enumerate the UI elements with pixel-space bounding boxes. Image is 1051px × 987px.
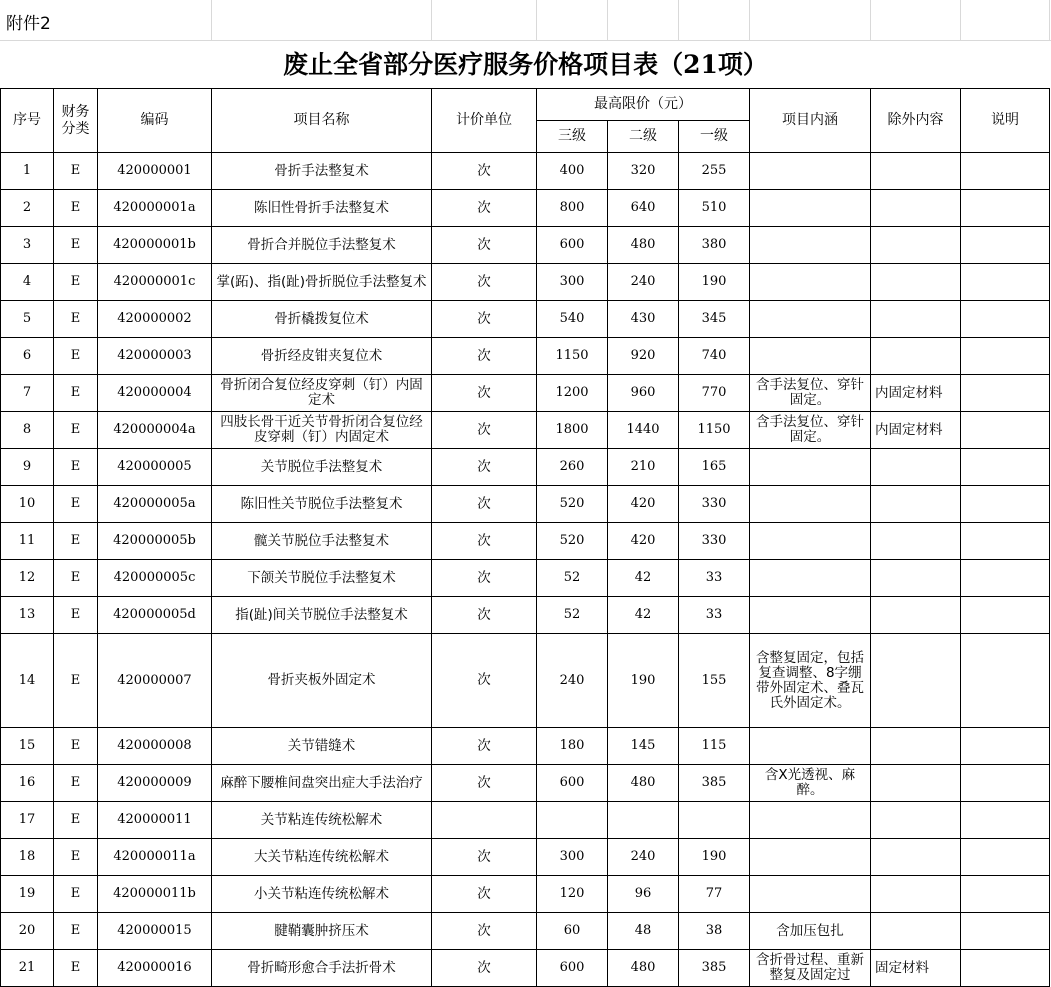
cell-price-level3: 520 [537, 486, 608, 523]
cell-note [961, 913, 1050, 950]
cell-code: 420000005d [98, 597, 212, 634]
cell-code: 420000005c [98, 560, 212, 597]
cell-unit: 次 [432, 523, 537, 560]
table-row [1, 338, 1050, 375]
header-content: 项目内涵 [750, 89, 871, 153]
cell-note [961, 227, 1050, 264]
cell-price-level2: 640 [608, 190, 679, 227]
cell-unit: 次 [432, 190, 537, 227]
cell-note [961, 449, 1050, 486]
cell-price-level3 [537, 802, 608, 839]
cell-excluded [871, 913, 961, 950]
cell-price-level2: 1440 [608, 412, 679, 449]
cell-content: 含手法复位、穿针固定。 [750, 412, 871, 449]
cell-category: E [54, 597, 98, 634]
cell-content [750, 301, 871, 338]
cell-unit: 次 [432, 560, 537, 597]
header-level1: 一级 [679, 121, 750, 153]
cell-name: 指(趾)间关节脱位手法整复术 [212, 597, 432, 634]
cell-category: E [54, 876, 98, 913]
cell-price-level1: 385 [679, 950, 750, 987]
cell-code: 420000001c [98, 264, 212, 301]
cell-category: E [54, 412, 98, 449]
cell-name: 陈旧性骨折手法整复术 [212, 190, 432, 227]
cell-excluded [871, 264, 961, 301]
cell-unit: 次 [432, 765, 537, 802]
cell-unit: 次 [432, 153, 537, 190]
cell-category: E [54, 802, 98, 839]
header-max-price: 最高限价（元） [537, 89, 750, 121]
cell-seq: 6 [1, 338, 54, 375]
cell-price-level2: 240 [608, 264, 679, 301]
cell-code: 420000002 [98, 301, 212, 338]
cell-category: E [54, 338, 98, 375]
header-name: 项目名称 [212, 89, 432, 153]
cell-content: 含折骨过程、重新整复及固定过 [750, 950, 871, 987]
header-unit: 计价单位 [432, 89, 537, 153]
cell-note [961, 634, 1050, 728]
cell-price-level1: 330 [679, 523, 750, 560]
cell-name: 大关节粘连传统松解术 [212, 839, 432, 876]
cell-price-level2: 240 [608, 839, 679, 876]
table-row [1, 264, 1050, 301]
cell-excluded [871, 449, 961, 486]
cell-name: 骨折畸形愈合手法折骨术 [212, 950, 432, 987]
cell-price-level2: 48 [608, 913, 679, 950]
cell-price-level3: 520 [537, 523, 608, 560]
cell-price-level1: 510 [679, 190, 750, 227]
top-line [0, 0, 1051, 40]
cell-price-level1: 740 [679, 338, 750, 375]
header-level2: 二级 [608, 121, 679, 153]
cell-seq: 15 [1, 728, 54, 765]
cell-unit: 次 [432, 913, 537, 950]
cell-name: 麻醉下腰椎间盘突出症大手法治疗 [212, 765, 432, 802]
cell-price-level3: 1150 [537, 338, 608, 375]
table-row [1, 597, 1050, 634]
cell-code: 420000004 [98, 375, 212, 412]
cell-note [961, 523, 1050, 560]
cell-price-level2: 480 [608, 227, 679, 264]
cell-price-level2: 42 [608, 560, 679, 597]
cell-unit: 次 [432, 486, 537, 523]
cell-name: 骨折夹板外固定术 [212, 634, 432, 728]
cell-name: 骨折手法整复术 [212, 153, 432, 190]
cell-code: 420000008 [98, 728, 212, 765]
cell-price-level1: 385 [679, 765, 750, 802]
cell-category: E [54, 375, 98, 412]
cell-code: 420000005a [98, 486, 212, 523]
cell-price-level3: 60 [537, 913, 608, 950]
table-row [1, 190, 1050, 227]
cell-seq: 18 [1, 839, 54, 876]
cell-category: E [54, 728, 98, 765]
cell-content [750, 876, 871, 913]
cell-price-level3: 300 [537, 264, 608, 301]
cell-seq: 20 [1, 913, 54, 950]
cell-category: E [54, 950, 98, 987]
cell-note [961, 153, 1050, 190]
table-row [1, 839, 1050, 876]
cell-code: 420000009 [98, 765, 212, 802]
table-row [1, 523, 1050, 560]
cell-code: 420000003 [98, 338, 212, 375]
cell-excluded [871, 486, 961, 523]
price-table [0, 88, 1050, 987]
cell-code: 420000015 [98, 913, 212, 950]
cell-note [961, 412, 1050, 449]
cell-excluded [871, 634, 961, 728]
cell-price-level3: 300 [537, 839, 608, 876]
cell-price-level2: 320 [608, 153, 679, 190]
cell-price-level2: 96 [608, 876, 679, 913]
cell-unit: 次 [432, 412, 537, 449]
cell-excluded [871, 190, 961, 227]
cell-seq: 11 [1, 523, 54, 560]
cell-note [961, 338, 1050, 375]
cell-name: 掌(跖)、指(趾)骨折脱位手法整复术 [212, 264, 432, 301]
cell-unit: 次 [432, 634, 537, 728]
cell-price-level3: 600 [537, 765, 608, 802]
cell-category: E [54, 560, 98, 597]
cell-price-level1: 33 [679, 560, 750, 597]
cell-price-level2 [608, 802, 679, 839]
cell-excluded [871, 153, 961, 190]
cell-excluded [871, 301, 961, 338]
cell-price-level3: 52 [537, 560, 608, 597]
cell-name: 骨折合并脱位手法整复术 [212, 227, 432, 264]
cell-price-level3: 600 [537, 950, 608, 987]
cell-category: E [54, 264, 98, 301]
cell-seq: 8 [1, 412, 54, 449]
cell-seq: 7 [1, 375, 54, 412]
cell-category: E [54, 913, 98, 950]
header-category: 财务分类 [54, 89, 98, 153]
cell-content [750, 338, 871, 375]
cell-content [750, 264, 871, 301]
cell-content [750, 449, 871, 486]
cell-excluded [871, 765, 961, 802]
table-body [1, 153, 1050, 987]
cell-excluded [871, 523, 961, 560]
cell-excluded: 固定材料 [871, 950, 961, 987]
cell-price-level2: 420 [608, 486, 679, 523]
cell-note [961, 597, 1050, 634]
cell-code: 420000004a [98, 412, 212, 449]
cell-excluded [871, 597, 961, 634]
cell-category: E [54, 153, 98, 190]
cell-content [750, 523, 871, 560]
cell-price-level1: 190 [679, 264, 750, 301]
cell-category: E [54, 486, 98, 523]
cell-name: 小关节粘连传统松解术 [212, 876, 432, 913]
cell-name: 骨折橇拨复位术 [212, 301, 432, 338]
cell-price-level2: 210 [608, 449, 679, 486]
cell-code: 420000001a [98, 190, 212, 227]
document-title: 废止全省部分医疗服务价格项目表（21项） [0, 40, 1051, 89]
cell-price-level3: 180 [537, 728, 608, 765]
cell-price-level3: 600 [537, 227, 608, 264]
cell-code: 420000001b [98, 227, 212, 264]
table-row [1, 412, 1050, 449]
cell-seq: 17 [1, 802, 54, 839]
cell-code: 420000011b [98, 876, 212, 913]
cell-seq: 3 [1, 227, 54, 264]
cell-code: 420000001 [98, 153, 212, 190]
cell-category: E [54, 634, 98, 728]
cell-seq: 14 [1, 634, 54, 728]
cell-note [961, 728, 1050, 765]
table-row [1, 913, 1050, 950]
cell-code: 420000016 [98, 950, 212, 987]
cell-price-level3: 52 [537, 597, 608, 634]
cell-price-level1: 155 [679, 634, 750, 728]
cell-name: 陈旧性关节脱位手法整复术 [212, 486, 432, 523]
cell-price-level3: 240 [537, 634, 608, 728]
cell-note [961, 765, 1050, 802]
cell-excluded: 内固定材料 [871, 412, 961, 449]
cell-price-level3: 800 [537, 190, 608, 227]
table-row [1, 560, 1050, 597]
cell-name: 骨折经皮钳夹复位术 [212, 338, 432, 375]
cell-price-level1: 770 [679, 375, 750, 412]
table-row [1, 728, 1050, 765]
table-row [1, 634, 1050, 728]
table-row [1, 153, 1050, 190]
cell-price-level1: 165 [679, 449, 750, 486]
table-row [1, 449, 1050, 486]
attachment-label: 附件2 [6, 14, 51, 34]
cell-seq: 21 [1, 950, 54, 987]
cell-unit: 次 [432, 950, 537, 987]
cell-code: 420000011a [98, 839, 212, 876]
table-row [1, 375, 1050, 412]
header-excluded: 除外内容 [871, 89, 961, 153]
cell-content: 含X光透视、麻醉。 [750, 765, 871, 802]
cell-code: 420000005 [98, 449, 212, 486]
cell-price-level2: 920 [608, 338, 679, 375]
cell-price-level1: 77 [679, 876, 750, 913]
cell-note [961, 560, 1050, 597]
cell-unit: 次 [432, 301, 537, 338]
cell-category: E [54, 765, 98, 802]
cell-unit: 次 [432, 375, 537, 412]
cell-price-level2: 430 [608, 301, 679, 338]
cell-unit [432, 802, 537, 839]
cell-unit: 次 [432, 597, 537, 634]
cell-unit: 次 [432, 839, 537, 876]
table-row [1, 802, 1050, 839]
cell-price-level2: 480 [608, 950, 679, 987]
table-row [1, 301, 1050, 338]
cell-content [750, 802, 871, 839]
cell-note [961, 375, 1050, 412]
cell-excluded [871, 728, 961, 765]
cell-excluded [871, 876, 961, 913]
cell-category: E [54, 839, 98, 876]
cell-price-level2: 190 [608, 634, 679, 728]
cell-excluded: 内固定材料 [871, 375, 961, 412]
cell-note [961, 190, 1050, 227]
cell-price-level1: 1150 [679, 412, 750, 449]
cell-seq: 5 [1, 301, 54, 338]
cell-price-level1 [679, 802, 750, 839]
cell-code: 420000007 [98, 634, 212, 728]
cell-price-level1: 38 [679, 913, 750, 950]
cell-excluded [871, 338, 961, 375]
cell-name: 下颌关节脱位手法整复术 [212, 560, 432, 597]
table-row [1, 950, 1050, 987]
table-row [1, 765, 1050, 802]
cell-name: 腱鞘囊肿挤压术 [212, 913, 432, 950]
cell-content: 含加压包扎 [750, 913, 871, 950]
cell-content [750, 227, 871, 264]
cell-seq: 10 [1, 486, 54, 523]
cell-note [961, 876, 1050, 913]
cell-excluded [871, 560, 961, 597]
cell-price-level1: 190 [679, 839, 750, 876]
cell-price-level3: 120 [537, 876, 608, 913]
cell-seq: 13 [1, 597, 54, 634]
cell-content [750, 839, 871, 876]
cell-content [750, 190, 871, 227]
cell-name: 髋关节脱位手法整复术 [212, 523, 432, 560]
cell-category: E [54, 301, 98, 338]
cell-price-level2: 420 [608, 523, 679, 560]
cell-category: E [54, 523, 98, 560]
cell-note [961, 950, 1050, 987]
cell-price-level3: 260 [537, 449, 608, 486]
cell-price-level2: 145 [608, 728, 679, 765]
cell-excluded [871, 802, 961, 839]
cell-price-level2: 960 [608, 375, 679, 412]
cell-unit: 次 [432, 876, 537, 913]
cell-content [750, 597, 871, 634]
table-row [1, 486, 1050, 523]
cell-category: E [54, 227, 98, 264]
cell-name: 关节错缝术 [212, 728, 432, 765]
cell-content [750, 153, 871, 190]
cell-note [961, 264, 1050, 301]
cell-unit: 次 [432, 728, 537, 765]
header-note: 说明 [961, 89, 1050, 153]
cell-name: 关节粘连传统松解术 [212, 802, 432, 839]
cell-price-level3: 540 [537, 301, 608, 338]
cell-seq: 12 [1, 560, 54, 597]
cell-note [961, 486, 1050, 523]
cell-unit: 次 [432, 227, 537, 264]
cell-content: 含手法复位、穿针固定。 [750, 375, 871, 412]
cell-name: 关节脱位手法整复术 [212, 449, 432, 486]
header-code: 编码 [98, 89, 212, 153]
cell-price-level3: 1200 [537, 375, 608, 412]
cell-seq: 16 [1, 765, 54, 802]
cell-seq: 1 [1, 153, 54, 190]
cell-note [961, 802, 1050, 839]
header-level3: 三级 [537, 121, 608, 153]
cell-price-level1: 330 [679, 486, 750, 523]
cell-note [961, 839, 1050, 876]
cell-content [750, 486, 871, 523]
cell-price-level2: 42 [608, 597, 679, 634]
cell-content: 含整复固定，包括复查调整、8字绷带外固定术、叠瓦氏外固定术。 [750, 634, 871, 728]
cell-price-level1: 115 [679, 728, 750, 765]
cell-name: 四肢长骨干近关节骨折闭合复位经皮穿刺（钉）内固定术 [212, 412, 432, 449]
cell-content [750, 728, 871, 765]
cell-price-level1: 255 [679, 153, 750, 190]
table-row [1, 227, 1050, 264]
cell-category: E [54, 190, 98, 227]
cell-price-level3: 1800 [537, 412, 608, 449]
cell-price-level1: 33 [679, 597, 750, 634]
header-seq: 序号 [1, 89, 54, 153]
cell-seq: 2 [1, 190, 54, 227]
cell-code: 420000005b [98, 523, 212, 560]
cell-unit: 次 [432, 449, 537, 486]
cell-unit: 次 [432, 338, 537, 375]
cell-seq: 9 [1, 449, 54, 486]
cell-note [961, 301, 1050, 338]
cell-seq: 4 [1, 264, 54, 301]
cell-price-level1: 345 [679, 301, 750, 338]
cell-price-level1: 380 [679, 227, 750, 264]
cell-unit: 次 [432, 264, 537, 301]
cell-content [750, 560, 871, 597]
cell-name: 骨折闭合复位经皮穿刺（钉）内固定术 [212, 375, 432, 412]
cell-excluded [871, 839, 961, 876]
cell-code: 420000011 [98, 802, 212, 839]
cell-price-level2: 480 [608, 765, 679, 802]
cell-excluded [871, 227, 961, 264]
cell-price-level3: 400 [537, 153, 608, 190]
cell-category: E [54, 449, 98, 486]
table-row [1, 876, 1050, 913]
cell-seq: 19 [1, 876, 54, 913]
